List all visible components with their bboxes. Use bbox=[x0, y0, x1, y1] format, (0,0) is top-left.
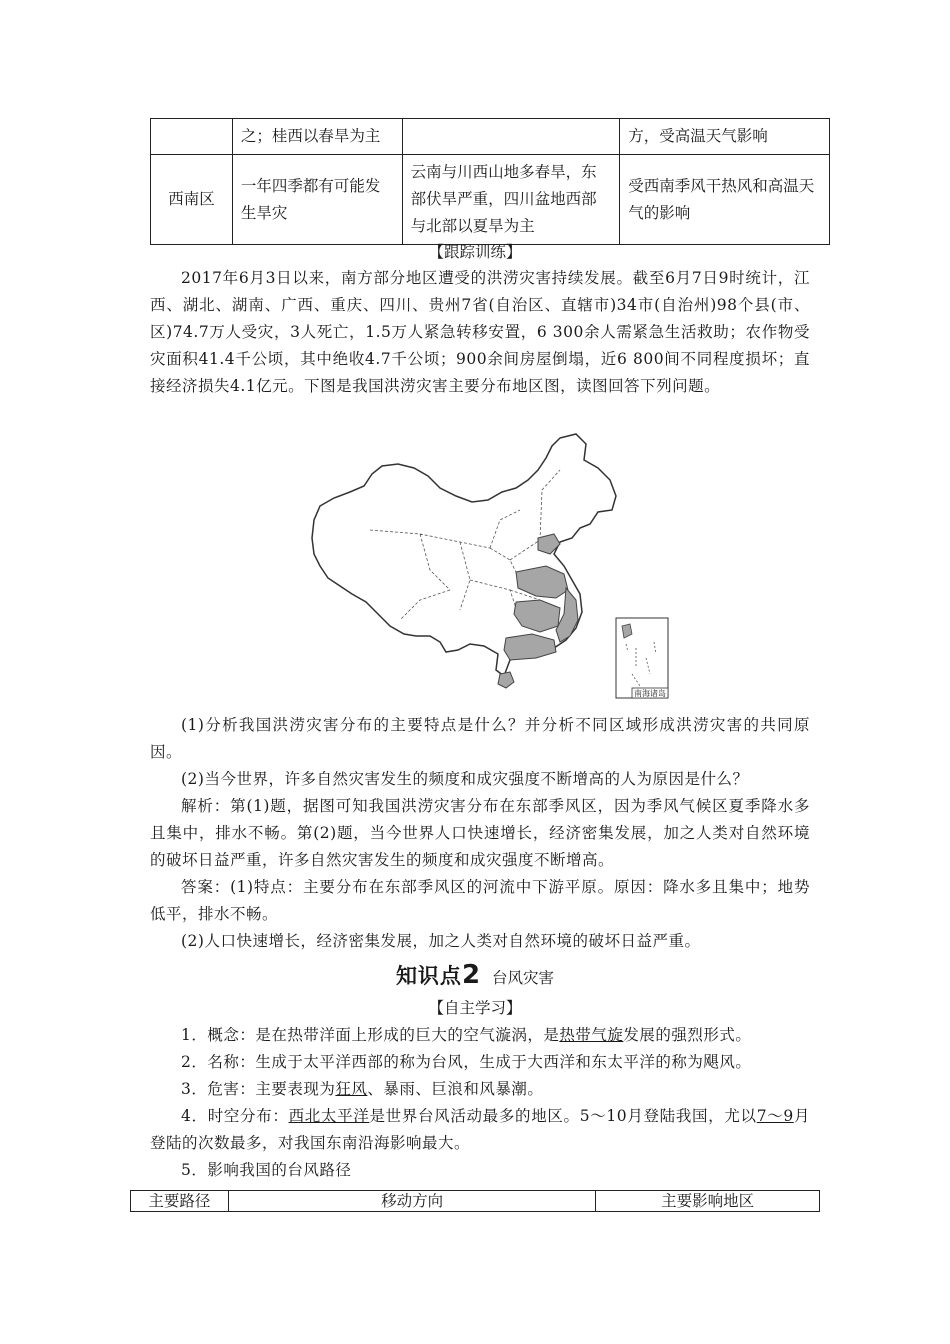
item-4 bbox=[150, 1103, 810, 1157]
self-study-title: 【自主学习】 bbox=[428, 999, 522, 1017]
item-4-text-b: 是世界台风活动最多的地区。5～10月登陆我国，尤以 bbox=[369, 1107, 757, 1125]
table-row bbox=[151, 155, 830, 245]
kp-subtitle: 台风灾害 bbox=[492, 969, 555, 987]
table-cell: 方，受高温天气影响 bbox=[620, 119, 830, 155]
table-header-cell: 主要路径 bbox=[131, 1191, 229, 1212]
table-header-cell: 移动方向 bbox=[228, 1191, 595, 1212]
kp-number: 2 bbox=[461, 960, 481, 990]
table-cell: 之；桂西以春旱为主 bbox=[232, 119, 402, 155]
question-2: (2)当今世界，许多自然灾害发生的频度和成灾强度不断增高的人为原因是什么？ bbox=[181, 770, 749, 788]
item-1-text-a: 1．概念：是在热带洋面上形成的巨大的空气漩涡，是 bbox=[181, 1026, 560, 1044]
item-3 bbox=[150, 1076, 810, 1103]
south-china-sea-inset bbox=[616, 618, 668, 698]
item-4-text-a: 4．时空分布： bbox=[181, 1107, 289, 1125]
table-cell: 受西南季风干热风和高温天气的影响 bbox=[620, 155, 830, 245]
table-row bbox=[151, 119, 830, 155]
item-4-text-c: 月登陆的次数最多，对我国东南沿海影响最大。 bbox=[150, 1107, 810, 1152]
answer-2: (2)人口快速增长，经济密集发展，加之人类对自然环境的破坏日益严重。 bbox=[181, 932, 701, 950]
analysis-paragraph: 解析：第(1)题，据图可知我国洪涝灾害分布在东部季风区，因为季风气候区夏季降水多且集中，排水不畅。第(2)题，当今世界人口快速增长，经济密集发展，加之人类对自然环境的破坏日益严重，许多自然灾害发生的频度和成灾强度不断增高。 bbox=[150, 797, 810, 869]
china-flood-map bbox=[310, 430, 670, 705]
table-cell: 一年四季都有可能发生旱灾 bbox=[232, 155, 402, 245]
inset-label: 南海诸岛 bbox=[634, 689, 666, 698]
china-outline bbox=[312, 434, 616, 676]
intro-paragraph: 2017年6月3日以来，南方部分地区遭受的洪涝灾害持续发展。截至6月7日9时统计，江西、湖北、湖南、广西、重庆、四川、贵州7省(自治区、直辖市)34市(自治州)98个县(市、区)74.7万人受灾，3人死亡，1.5万人紧急转移安置，6 300余人需紧急生活救助；农作物受灾面积41.4千公顷，其中绝收4.7千公顷；900余间房屋倒塌，近6 800间不同程度损坏；直接经济损失4.1亿元。下图是我国洪涝灾害主要分布地区图，读图回答下列问题。 bbox=[150, 269, 810, 395]
item-3-text-a: 3．危害：主要表现为 bbox=[181, 1080, 336, 1098]
tracking-title: 【跟踪训练】 bbox=[428, 243, 522, 261]
drought-table bbox=[150, 118, 830, 245]
item-3-text-b: 、暴雨、巨浪和风暴潮。 bbox=[367, 1080, 544, 1098]
item-4-underlined-1: 西北太平洋 bbox=[288, 1107, 370, 1125]
table-cell bbox=[402, 119, 620, 155]
table-cell: 西南区 bbox=[151, 155, 233, 245]
item-1-underlined: 热带气旋 bbox=[559, 1026, 624, 1044]
table-header-cell: 主要影响地区 bbox=[596, 1191, 820, 1212]
typhoon-path-table bbox=[130, 1190, 820, 1212]
flood-area-hainan bbox=[498, 672, 514, 688]
item-4-underlined-2: 7～9 bbox=[756, 1107, 794, 1125]
knowledge-point-heading bbox=[0, 960, 950, 990]
item-2: 2．名称：生成于太平洋西部的称为台风，生成于大西洋和东太平洋的称为飓风。 bbox=[181, 1053, 752, 1071]
item-3-underlined: 狂风 bbox=[335, 1080, 368, 1098]
flood-area-south bbox=[504, 634, 556, 660]
item-1-text-b: 发展的强烈形式。 bbox=[623, 1026, 752, 1044]
table-cell: 云南与川西山地多春旱，东部伏旱严重，四川盆地西部与北部以夏旱为主 bbox=[402, 155, 620, 245]
kp-prefix: 知识点 bbox=[395, 964, 462, 988]
table-cell bbox=[151, 119, 233, 155]
item-1 bbox=[150, 1022, 810, 1049]
question-1: (1)分析我国洪涝灾害分布的主要特点是什么？并分析不同区域形成洪涝灾害的共同原因。 bbox=[150, 716, 810, 761]
answer-1: 答案：(1)特点：主要分布在东部季风区的河流中下游平原。原因：降水多且集中；地势低平，排水不畅。 bbox=[150, 878, 810, 923]
table-header-row bbox=[131, 1191, 820, 1212]
item-5: 5．影响我国的台风路径 bbox=[181, 1161, 352, 1179]
